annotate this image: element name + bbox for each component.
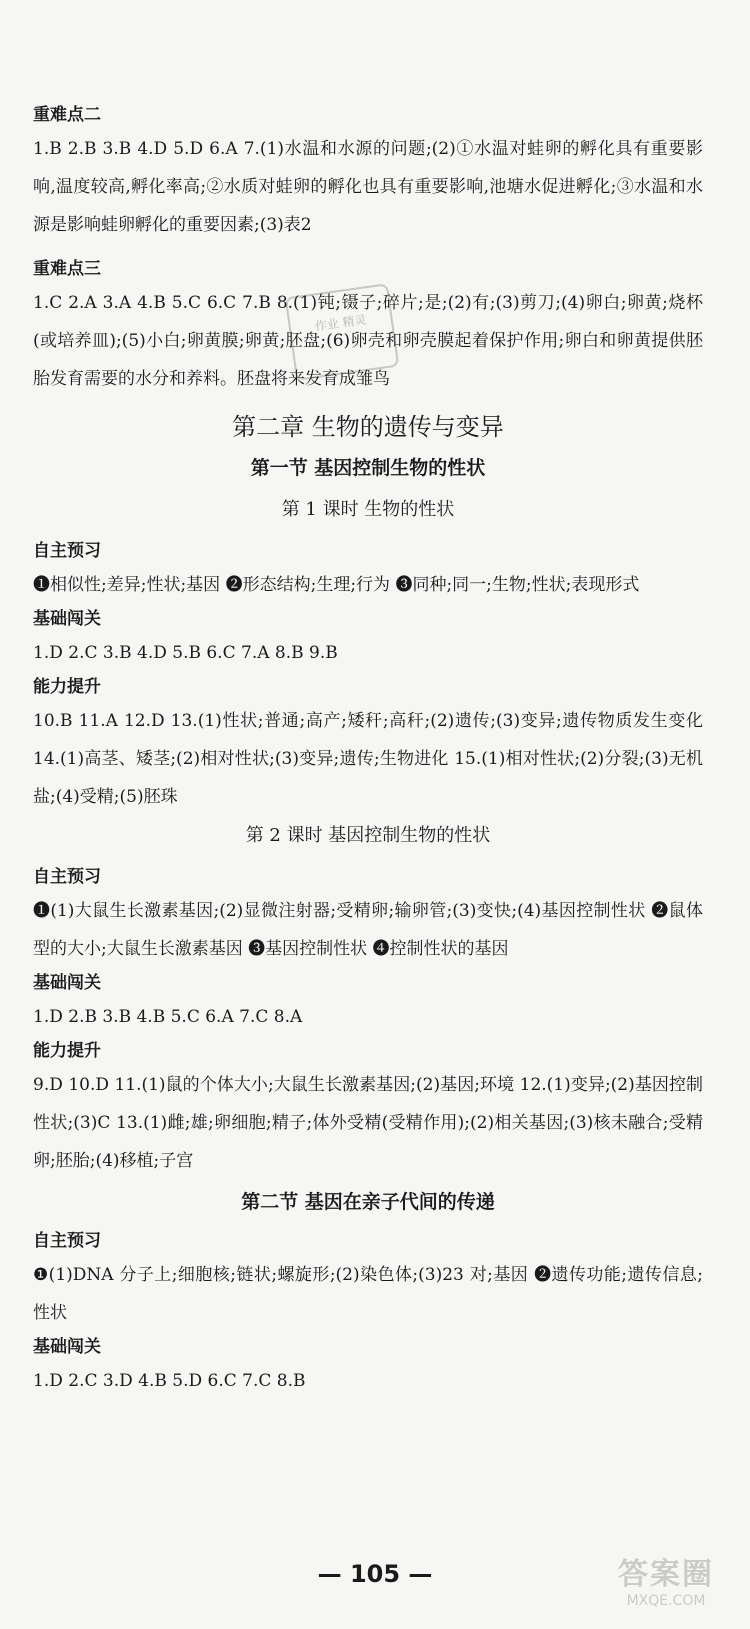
answer-paragraph: 1.D 2.B 3.B 4.B 5.C 6.A 7.C 8.A	[33, 1007, 303, 1027]
section-label: 重难点三	[33, 259, 101, 279]
section-label: 基础闯关	[33, 609, 101, 629]
answer-paragraph: ❶相似性;差异;性状;基因 ❷形态结构;生理;行为 ❸同种;同一;生物;性状;表现形式	[33, 575, 640, 595]
section-label: 重难点二	[33, 105, 101, 125]
section-label: 能力提升	[33, 677, 101, 697]
answer-paragraph: 1.D 2.C 3.B 4.D 5.B 6.C 7.A 8.B 9.B	[33, 643, 338, 663]
answer-paragraph: ❶(1)大鼠生长激素基因;(2)显微注射器;受精卵;输卵管;(3)变快;(4)基因控制性状 ❷鼠体型的大小;大鼠生长激素基因 ❸基因控制性状 ❹控制性状的基因	[33, 901, 703, 959]
answer-paragraph: 1.B 2.B 3.B 4.D 5.D 6.A 7.(1)水温和水源的问题;(2)①水温对蛙卵的孵化具有重要影响,温度较高,孵化率高;②水质对蛙卵的孵化也具有重要影响,池塘水促进孵化;③水温和水源是影响蛙卵孵化的重要因素;(3)表2	[33, 139, 703, 235]
lesson-title: 第 2 课时 基因控制生物的性状	[245, 825, 491, 846]
answer-paragraph: 1.D 2.C 3.D 4.B 5.D 6.C 7.C 8.B	[33, 1371, 306, 1391]
answer-paragraph: ❶(1)DNA 分子上;细胞核;链状;螺旋形;(2)染色体;(3)23 对;基因 ❷遗传功能;遗传信息;性状	[33, 1265, 703, 1323]
page-number: — 105 —	[317, 1560, 433, 1588]
answer-paragraph: 9.D 10.D 11.(1)鼠的个体大小;大鼠生长激素基因;(2)基因;环境 12.(1)变异;(2)基因控制性状;(3)C 13.(1)雌;雄;卵细胞;精子;体外受精(受精作用);(2)相关基因;(3)核未融合;受精卵;胚胎;(4)移植;子宫	[33, 1075, 703, 1171]
section-title: 第二节 基因在亲子代间的传递	[241, 1191, 495, 1213]
section-label: 自主预习	[33, 1231, 101, 1251]
section-label: 基础闯关	[33, 1337, 101, 1357]
section-label: 基础闯关	[33, 973, 101, 993]
section-label: 自主预习	[33, 867, 101, 887]
watermark-logo: 答案圈 MXQE.COM	[618, 1557, 714, 1609]
answer-paragraph: 10.B 11.A 12.D 13.(1)性状;普通;高产;矮秆;高秆;(2)遗传;(3)变异;遗传物质发生变化 14.(1)高茎、矮茎;(2)相对性状;(3)变异;遗传;生物进化 15.(1)相对性状;(2)分裂;(3)无机盐;(4)受精;(5)胚珠	[33, 711, 703, 807]
section-title: 第一节 基因控制生物的性状	[250, 457, 486, 479]
section-label: 能力提升	[33, 1041, 101, 1061]
chapter-title: 第二章 生物的遗传与变异	[232, 413, 504, 441]
section-label: 自主预习	[33, 541, 101, 561]
answer-paragraph: 1.C 2.A 3.A 4.B 5.C 6.C 7.B 8.(1)钝;镊子;碎片;是;(2)有;(3)剪刀;(4)卵白;卵黄;烧杯(或培养皿);(5)小白;卵黄膜;卵黄;胚盘;(6)卵壳和卵壳膜起着保护作用;卵白和卵黄提供胚胎发育需要的水分和养料。胚盘将来发育成雏鸟	[33, 293, 703, 389]
watermark-stamp: 作业 精灵	[285, 283, 400, 381]
lesson-title: 第 1 课时 生物的性状	[281, 499, 455, 520]
